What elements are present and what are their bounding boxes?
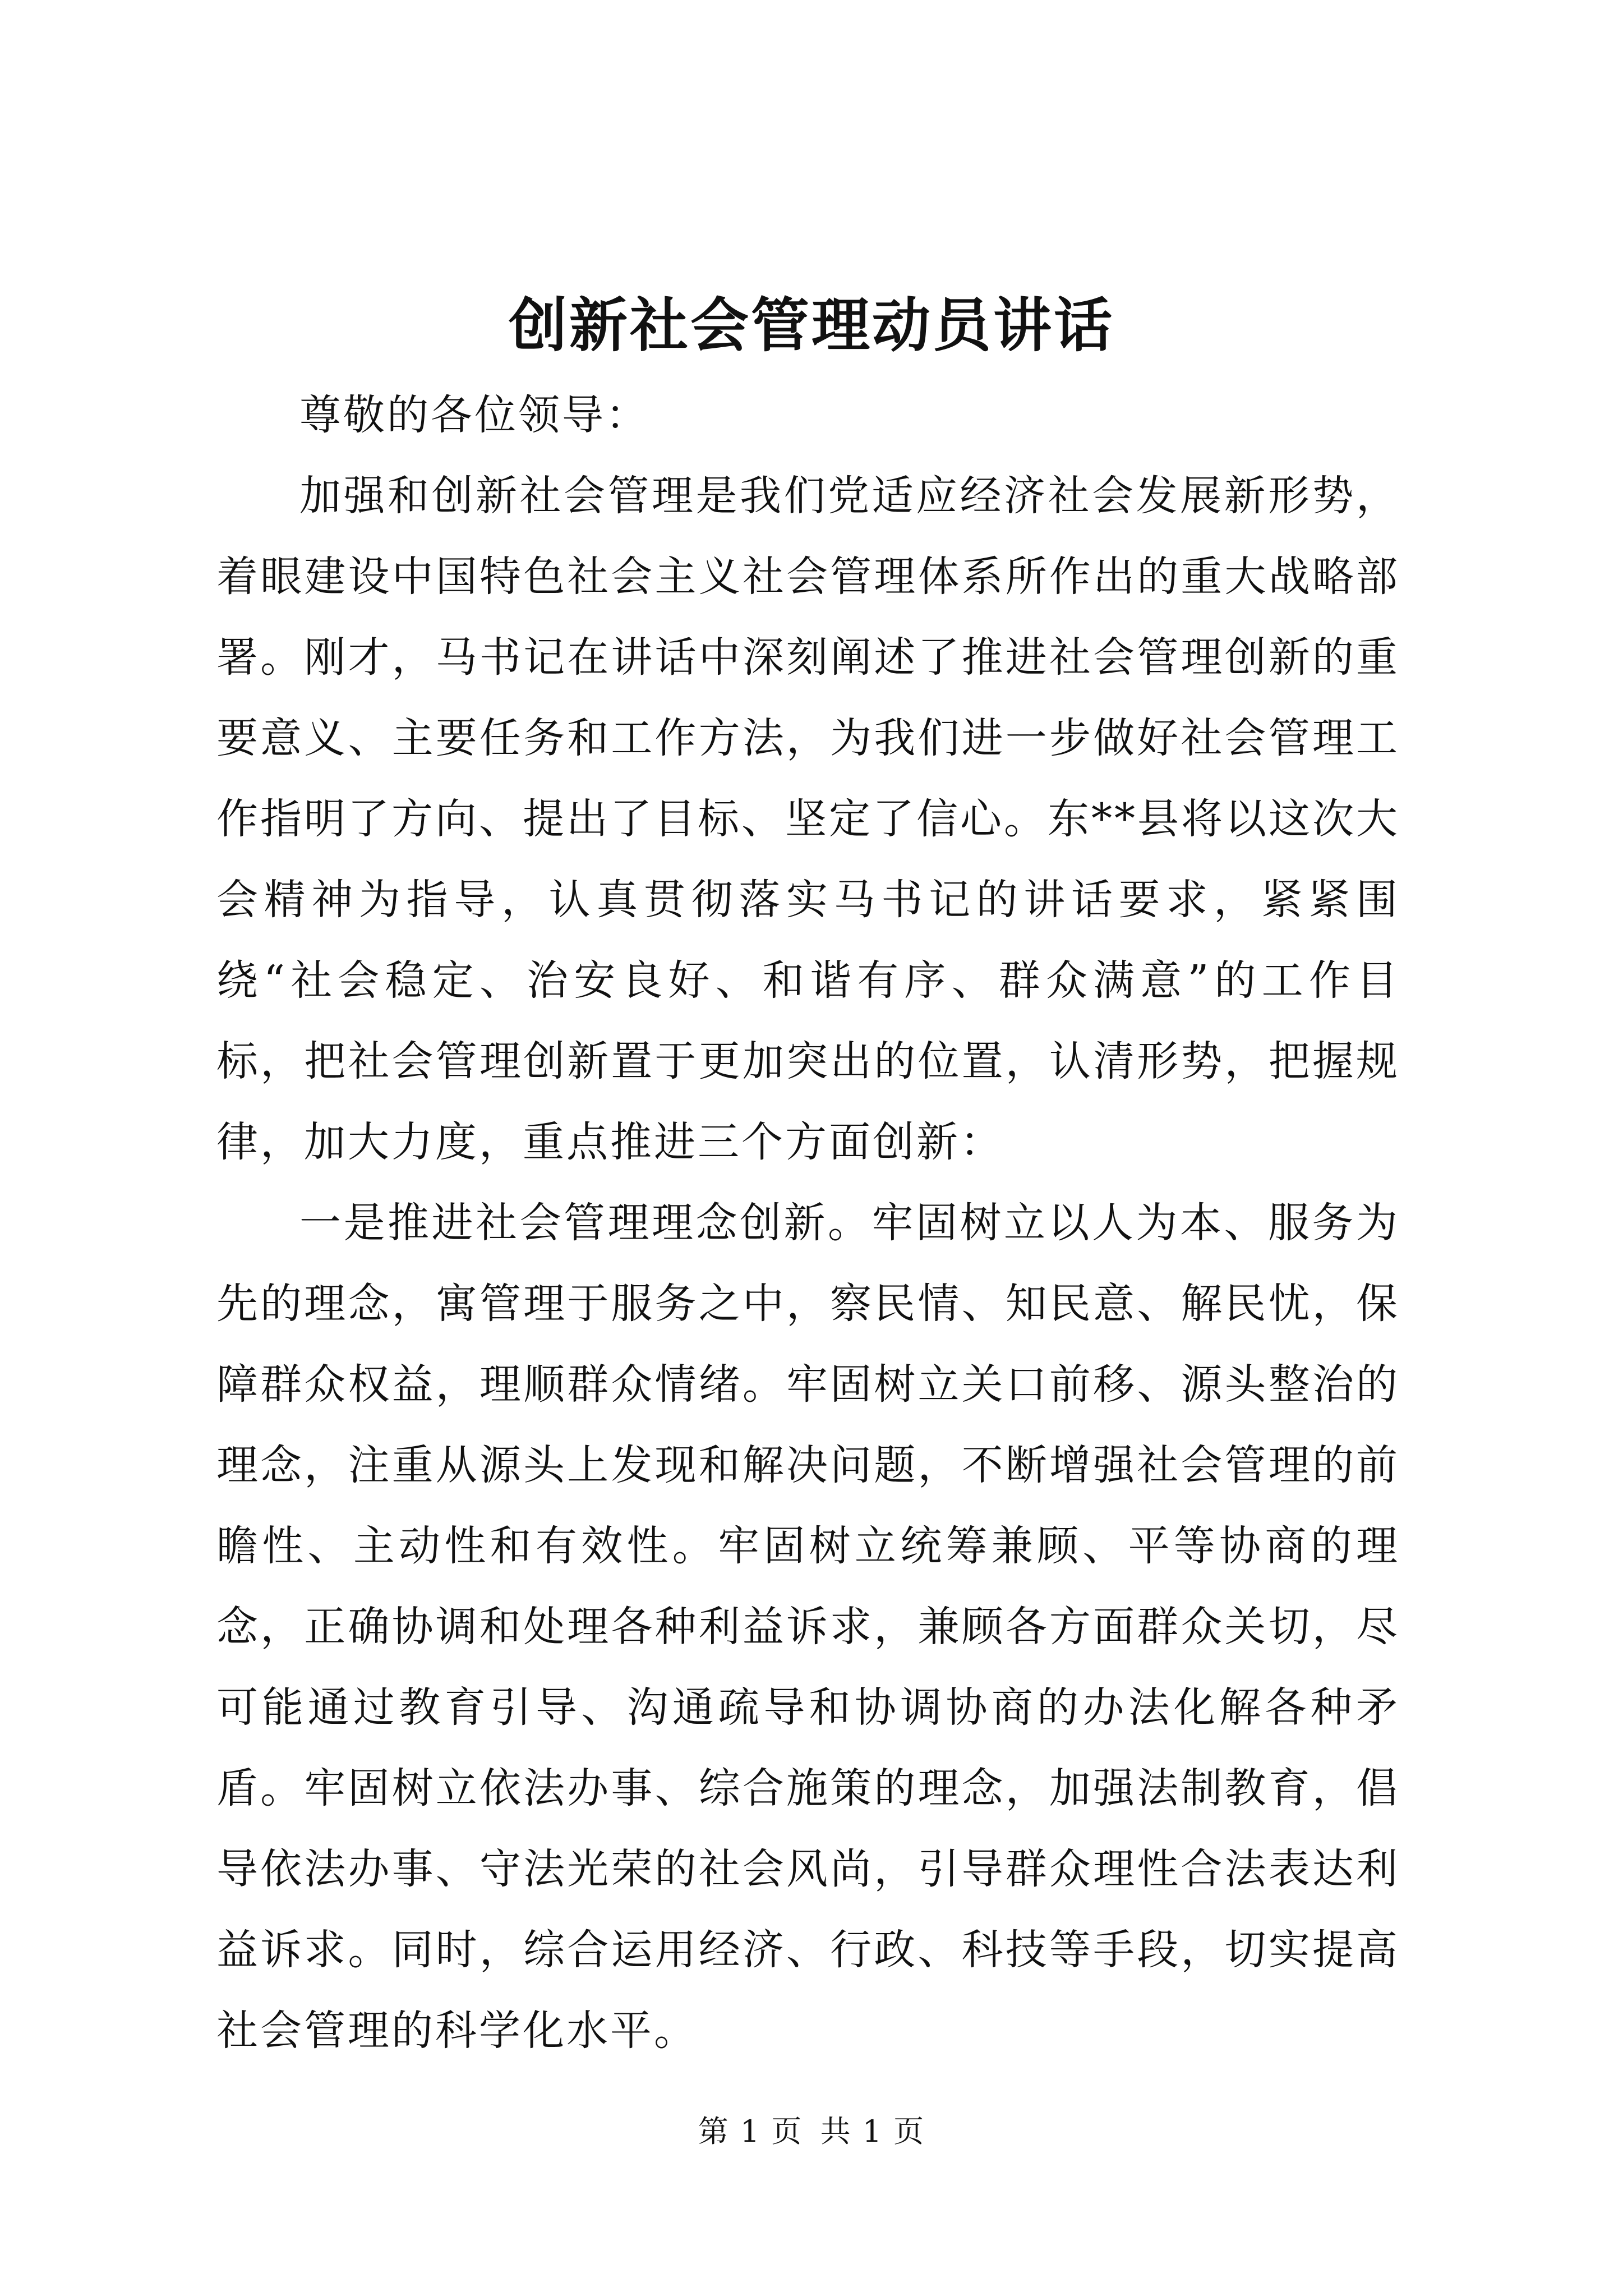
page-footer <box>0 2109 1623 2154</box>
document-body <box>216 375 1400 2071</box>
paragraph-intro: 加强和创新社会管理是我们党适应经济社会发展新形势，着眼建设中国特色社会主义社会管理体系所作出的重大战略部署。刚才，马书记在讲话中深刻阐述了推进社会管理创新的重要意义、主要任务和工作方法，为我们进一步做好社会管理工作指明了方向、提出了目标、坚定了信心。东**县将以这次大会精神为指导，认真贯彻落实马书记的讲话要求，紧紧围绕“社会稳定、治安良好、和谐有序、群众满意”的工作目标，把社会管理创新置于更加突出的位置，认清形势，把握规律，加大力度，重点推进三个方面创新： <box>216 472 1400 1166</box>
document-title: 创新社会管理动员讲话 <box>508 291 1114 360</box>
paragraph-concept-innovation: 一是推进社会管理理念创新。牢固树立以人为本、服务为先的理念，寓管理于服务之中，察民情、知民意、解民忧，保障群众权益，理顺群众情绪。牢固树立关口前移、源头整治的理念，注重从源头上发现和解决问题，不断增强社会管理的前瞻性、主动性和有效性。牢固树立统筹兼顾、平等协商的理念，正确协调和处理各种利益诉求，兼顾各方面群众关切，尽可能通过教育引导、沟通疏导和协调协商的办法化解各种矛盾。牢固树立依法办事、综合施策的理念，加强法制教育，倡导依法办事、守法光荣的社会风尚，引导群众理性合法表达利益诉求。同时，综合运用经济、行政、科技等手段，切实提高社会管理的科学化水平。 <box>216 1199 1400 2055</box>
page-total: 共 1 页 <box>820 2114 925 2149</box>
page-number: 第 1 页 <box>698 2114 803 2149</box>
salutation: 尊敬的各位领导： <box>299 391 649 439</box>
